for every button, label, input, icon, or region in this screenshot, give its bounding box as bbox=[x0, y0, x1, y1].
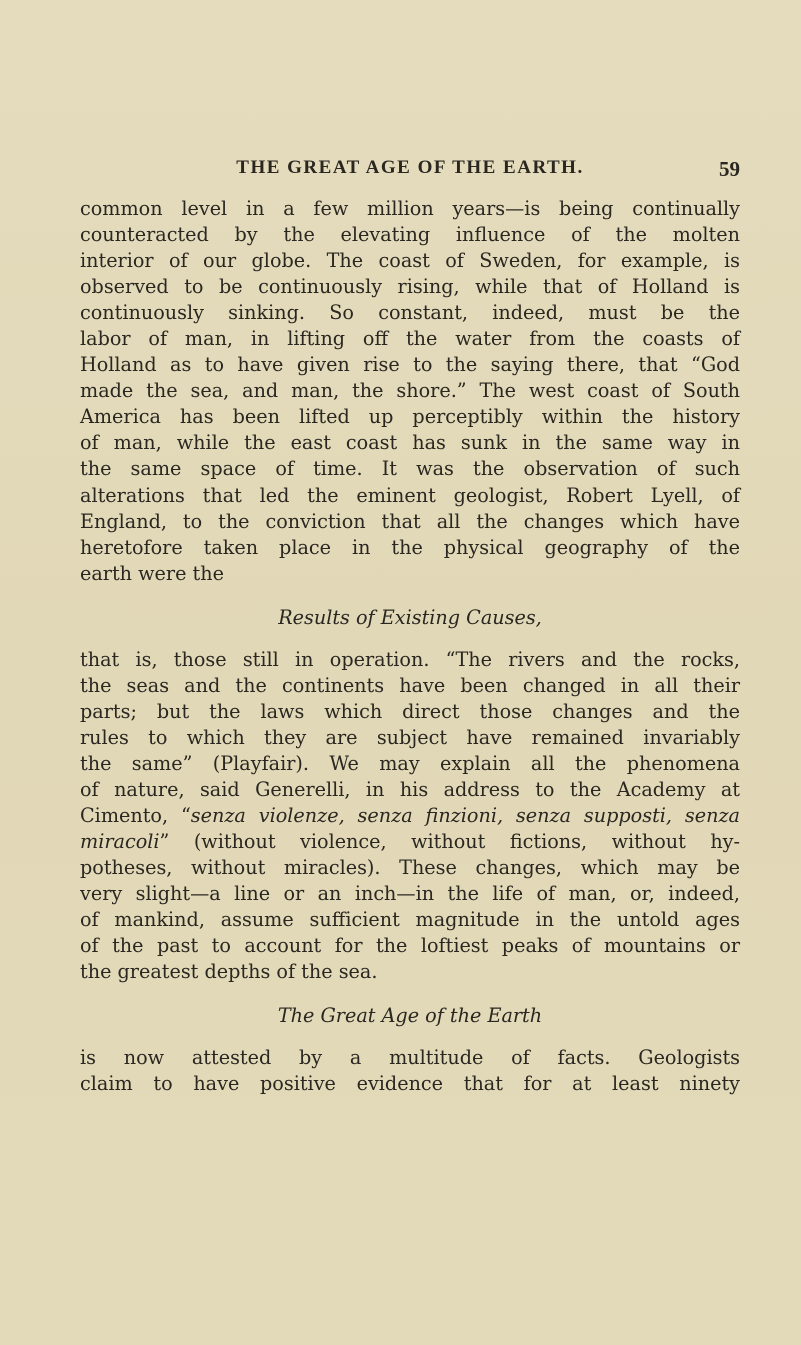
text-line: continuously sinking. So constant, indeed, must be the bbox=[80, 301, 740, 325]
italic-quote: senza violenze, senza finzioni, senza supposti, senza bbox=[190, 804, 740, 828]
text-line: the same space of time. It was the observation of such bbox=[80, 457, 740, 481]
italic-quote: miracoli bbox=[80, 830, 160, 854]
text-line: America has been lifted up perceptibly within the history bbox=[80, 405, 740, 429]
text-line: England, to the conviction that all the changes which have bbox=[80, 509, 740, 533]
text-line: claim to have positive evidence that for at least ninety bbox=[80, 1072, 740, 1096]
body-text bbox=[80, 196, 740, 1098]
text-line: of the past to account for the loftiest peaks of mountains or bbox=[80, 934, 740, 958]
text-line bbox=[80, 803, 740, 829]
text-line: interior of our globe. The coast of Sweden, for example, is bbox=[80, 249, 740, 273]
text-line: observed to be continuously rising, while that of Holland is bbox=[80, 275, 740, 299]
text-line: earth were the bbox=[80, 561, 224, 585]
text-line: that is, those still in operation. “The rivers and the rocks, bbox=[80, 647, 740, 671]
running-title: THE GREAT AGE OF THE EARTH. bbox=[236, 157, 584, 178]
text-run: ” (without violence, without fictions, without hy- bbox=[159, 830, 740, 854]
text-line: labor of man, in lifting off the water from the coasts of bbox=[80, 327, 740, 351]
text-line: very slight—a line or an inch—in the life of man, or, indeed, bbox=[80, 882, 740, 906]
section-heading: Results of Existing Causes, bbox=[278, 605, 542, 629]
text-line: the seas and the continents have been changed in all their bbox=[80, 673, 740, 697]
page-number: 59 bbox=[719, 157, 740, 181]
text-line: alterations that led the eminent geologist, Robert Lyell, of bbox=[80, 483, 740, 507]
running-head bbox=[80, 157, 740, 187]
text-line: rules to which they are subject have remained invariably bbox=[80, 725, 740, 749]
text-line bbox=[80, 829, 740, 855]
text-line: common level in a few million years—is being continually bbox=[80, 197, 740, 220]
text-line: potheses, without miracles). These changes, which may be bbox=[80, 856, 740, 880]
text-run: Cimento, “ bbox=[80, 804, 191, 828]
text-line: of nature, said Generelli, in his address to the Academy at bbox=[80, 777, 740, 801]
text-line: is now attested by a multitude of facts. Geologists bbox=[80, 1046, 740, 1070]
text-line: made the sea, and man, the shore.” The west coast of South bbox=[80, 379, 740, 403]
text-line: the same” (Playfair). We may explain all the phenomena bbox=[80, 751, 740, 775]
text-line: parts; but the laws which direct those changes and the bbox=[80, 699, 740, 723]
text-line: of mankind, assume sufficient magnitude in the untold ages bbox=[80, 908, 740, 932]
section-heading: The Great Age of the Earth bbox=[277, 1004, 543, 1028]
text-line: of man, while the east coast has sunk in the same way in bbox=[80, 431, 740, 455]
text-line: heretofore taken place in the physical geography of the bbox=[80, 535, 740, 559]
text-line: counteracted by the elevating influence of the molten bbox=[80, 223, 740, 247]
text-line: Holland as to have given rise to the saying there, that “God bbox=[80, 353, 740, 377]
text-line: the greatest depths of the sea. bbox=[80, 960, 378, 984]
